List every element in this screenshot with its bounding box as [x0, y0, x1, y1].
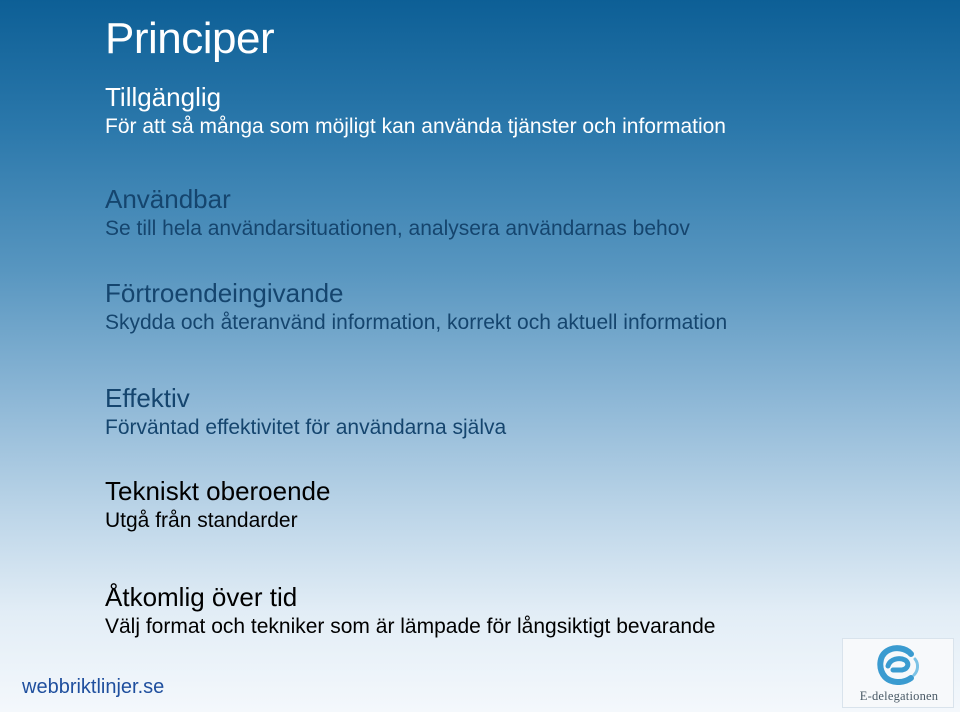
principle-heading: Förtroendeingivande	[105, 278, 344, 308]
principle-description: För att så många som möjligt kan använda tjänster och information	[105, 115, 726, 138]
principle-description: Se till hela användarsituationen, analysera användarnas behov	[105, 217, 690, 240]
principle-heading: Effektiv	[105, 383, 190, 413]
principle-tillganglig	[105, 82, 905, 140]
footer-link-webbriktlinjer[interactable]: webbriktlinjer.se	[22, 676, 165, 698]
principle-heading: Användbar	[105, 184, 231, 214]
logo-text: E-delegationen	[859, 689, 939, 703]
principle-heading: Åtkomlig över tid	[105, 582, 298, 612]
principle-description: Utgå från standarder	[105, 509, 298, 532]
principle-description: Förväntad effektivitet för användarna själva	[105, 416, 507, 439]
principle-tekniskt-oberoende	[105, 476, 905, 534]
principle-fortroendeingivande	[105, 278, 905, 336]
e-delegationen-logo	[842, 638, 954, 708]
slide-title: Principer	[105, 14, 275, 63]
e-delegationen-logo-icon	[875, 645, 921, 685]
principle-effektiv	[105, 383, 905, 441]
principle-anvandbar	[105, 184, 905, 242]
principle-description: Skydda och återanvänd information, korrekt och aktuell information	[105, 311, 728, 334]
principle-atkomlig-over-tid	[105, 582, 905, 640]
principle-heading: Tillgänglig	[105, 82, 222, 112]
principle-heading: Tekniskt oberoende	[105, 476, 331, 506]
principle-description: Välj format och tekniker som är lämpade för långsiktigt bevarande	[105, 615, 716, 638]
